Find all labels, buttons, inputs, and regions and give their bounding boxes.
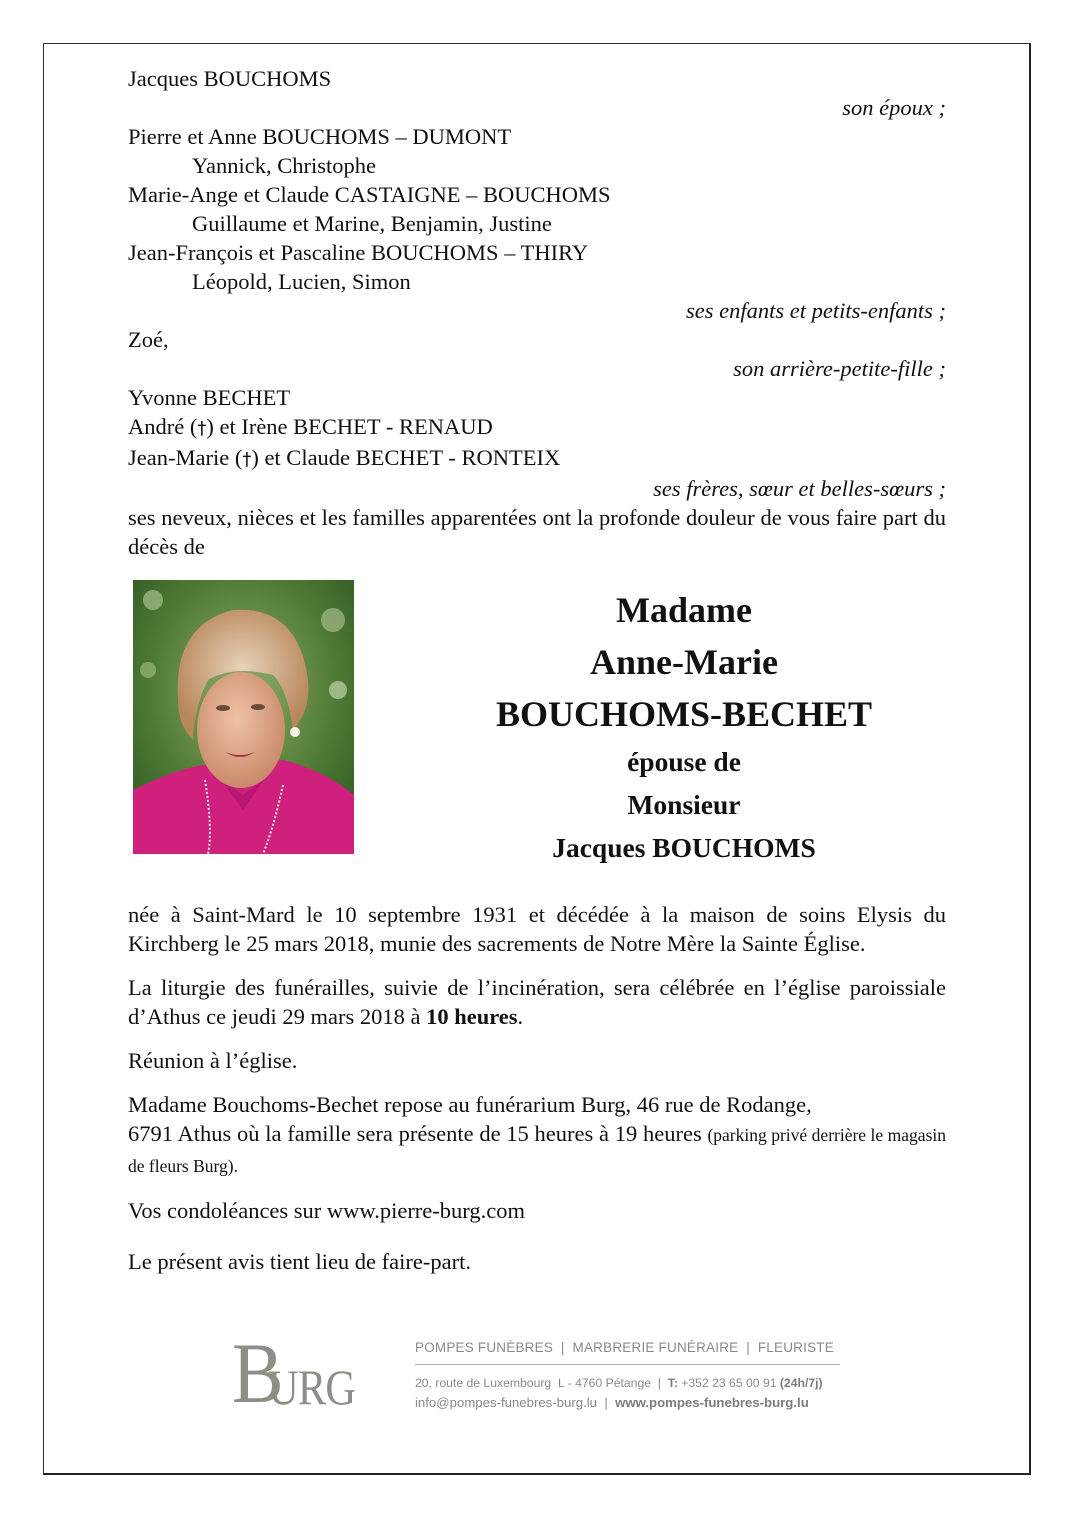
siblings-role: ses frères, sœur et belles-sœurs ; (653, 476, 946, 501)
phone-hours: (24h/7j) (779, 1376, 823, 1390)
cross-icon: † (242, 449, 252, 470)
sibling (128, 383, 946, 412)
child-couple: Pierre et Anne BOUCHOMS – DUMONT (128, 124, 512, 149)
phone-label: T: (667, 1376, 678, 1390)
funeral-text (128, 973, 946, 1031)
deceased-names (428, 584, 940, 869)
sibling-name-rest: ) et Claude BECHET - RONTEIX (251, 445, 561, 470)
email-link[interactable]: info@pompes-funebres-burg.lu | (415, 1395, 616, 1410)
deceased-block (128, 580, 946, 900)
notice-text: Le présent avis tient lieu de faire-part. (128, 1249, 471, 1274)
sibling-name: Jean-Marie ( (128, 445, 243, 470)
repose-line-1: Madame Bouchoms-Bechet repose au funérarium Burg, 46 rue de Rodange, (128, 1092, 812, 1117)
announcement-text: ses neveux, nièces et les familles apparentées ont la profonde douleur de vous faire part du décès de (128, 505, 946, 559)
obituary-document (128, 64, 946, 1276)
children-role: ses enfants et petits-enfants ; (686, 298, 946, 323)
repose-text (128, 1090, 946, 1181)
contact-line (415, 1393, 840, 1413)
sibling (128, 443, 946, 474)
logo-letters: URG (268, 1359, 356, 1415)
great-grandchild-role: son arrière-petite-fille ; (733, 356, 946, 381)
deceased-last-name: BOUCHOMS-BECHET (495, 694, 873, 734)
funeral-time: 10 heures (426, 1004, 518, 1029)
burg-logo (232, 1325, 377, 1421)
logo-letter-b: B (232, 1325, 284, 1421)
phone-number: +352 23 65 00 91 (677, 1376, 780, 1390)
deceased-title: Madame (616, 590, 752, 630)
funeral-end: . (517, 1004, 524, 1029)
funeral-home-footer (232, 1325, 844, 1421)
repose-line-2 (128, 1119, 946, 1181)
repose-hours: 6791 Athus où la famille sera présente de 15 heures à 19 heures (128, 1121, 708, 1146)
condolences-text: Vos condoléances sur www.pierre-burg.com (128, 1198, 525, 1223)
relation-text: épouse de (627, 746, 741, 777)
deceased-spouse-name: Jacques BOUCHOMS (552, 832, 816, 863)
services-list: POMPES FUNÈBRES | MARBRERIE FUNÉRAIRE | FLEURISTE (415, 1340, 834, 1355)
grandchildren: Guillaume et Marine, Benjamin, Justine (192, 211, 552, 236)
spouse-role: son époux ; (842, 95, 946, 120)
sibling (128, 412, 946, 443)
portrait-image (133, 580, 354, 854)
parking-note: (parking privé derrière le magasin de fleurs Burg). (128, 1125, 946, 1176)
spouse-title: Monsieur (627, 789, 741, 820)
address-line (415, 1373, 840, 1393)
grandchildren: Léopold, Lucien, Simon (192, 269, 411, 294)
spouse-name: Jacques BOUCHOMS (128, 66, 332, 91)
funeral-description: La liturgie des funérailles, suivie de l’incinération, sera célébrée en l’église paroissiale d’Athus ce jeudi 29 mars 2018 à (128, 975, 946, 1029)
sibling-name: Yvonne BECHET (128, 385, 291, 410)
birth-death-text: née à Saint-Mard le 10 septembre 1931 et décédée à la maison de soins Elysis du Kirchberg le 25 mars 2018, munie des sacrements de Notre Mère la Sainte Église. (128, 902, 946, 956)
sibling-name: André ( (128, 414, 198, 439)
portrait-photo (133, 580, 354, 854)
child-couple: Marie-Ange et Claude CASTAIGNE – BOUCHOMS (128, 182, 611, 207)
cross-icon: † (197, 418, 207, 439)
grandchildren: Yannick, Christophe (192, 153, 376, 178)
footer-divider (415, 1364, 840, 1365)
sibling-name-rest: ) et Irène BECHET - RENAUD (206, 414, 493, 439)
footer-text (415, 1338, 840, 1413)
address: 20, route de Luxembourg L - 4760 Pétange | (415, 1376, 668, 1390)
meeting-text: Réunion à l’église. (128, 1048, 298, 1073)
great-grandchild-name: Zoé, (128, 327, 169, 352)
deceased-first-name: Anne-Marie (590, 642, 778, 682)
website-link[interactable]: www.pompes-funebres-burg.lu (615, 1395, 809, 1410)
child-couple: Jean-François et Pascaline BOUCHOMS – THIRY (128, 240, 589, 265)
